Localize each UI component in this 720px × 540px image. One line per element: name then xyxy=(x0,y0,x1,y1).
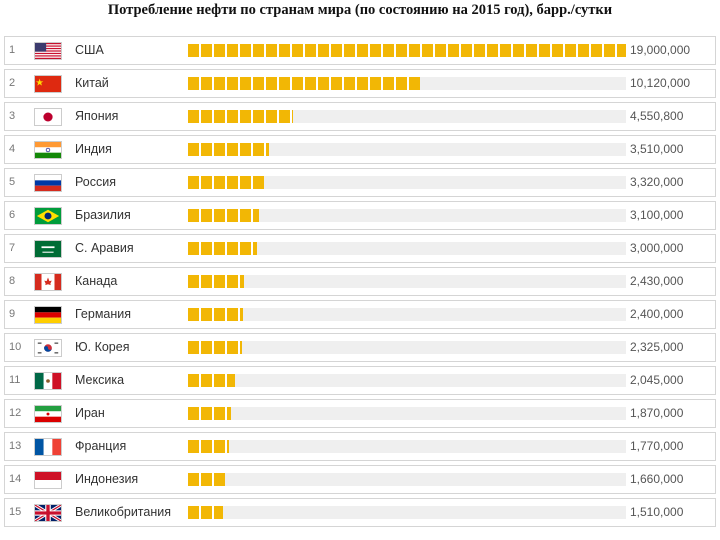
rank-number: 12 xyxy=(9,407,22,419)
bar-track xyxy=(188,341,626,354)
value-label: 2,400,000 xyxy=(630,307,684,321)
value-label: 3,100,000 xyxy=(630,208,684,222)
indonesia-flag xyxy=(34,471,62,489)
country-name: Индонезия xyxy=(75,472,139,486)
bar-track xyxy=(188,308,626,321)
bar xyxy=(188,77,420,90)
ranking-list xyxy=(4,36,716,531)
country-name: Япония xyxy=(75,109,119,123)
iran-flag xyxy=(34,405,62,423)
country-name: Ю. Корея xyxy=(75,340,130,354)
south-korea-flag xyxy=(34,339,62,357)
bar-track xyxy=(188,209,626,222)
rank-number: 2 xyxy=(9,77,16,89)
value-label: 19,000,000 xyxy=(630,43,691,57)
value-label: 3,320,000 xyxy=(630,175,684,189)
country-name: Франция xyxy=(75,439,127,453)
country-name: Германия xyxy=(75,307,132,321)
value-label: 10,120,000 xyxy=(630,76,691,90)
bar xyxy=(188,506,223,519)
table-row xyxy=(4,69,716,98)
rank-number: 4 xyxy=(9,143,16,155)
bar xyxy=(188,308,243,321)
country-name: Китай xyxy=(75,76,109,90)
table-row xyxy=(4,465,716,494)
bar xyxy=(188,473,225,486)
rank-number: 5 xyxy=(9,176,16,188)
bar-track xyxy=(188,407,626,420)
value-label: 4,550,800 xyxy=(630,109,684,123)
bar-track xyxy=(188,143,626,156)
table-row xyxy=(4,201,716,230)
rank-number: 13 xyxy=(9,440,22,452)
bar-track xyxy=(188,110,626,123)
bar-track xyxy=(188,374,626,387)
china-flag xyxy=(34,75,62,93)
rank-number: 8 xyxy=(9,275,16,287)
table-row xyxy=(4,135,716,164)
rank-number: 10 xyxy=(9,341,22,353)
russia-flag xyxy=(34,174,62,192)
table-row xyxy=(4,102,716,131)
bar-track xyxy=(188,473,626,486)
bar xyxy=(188,440,229,453)
bar-track xyxy=(188,77,626,90)
bar xyxy=(188,275,244,288)
bar-track xyxy=(188,440,626,453)
rank-number: 7 xyxy=(9,242,16,254)
table-row xyxy=(4,399,716,428)
table-row xyxy=(4,168,716,197)
bar xyxy=(188,407,231,420)
value-label: 1,870,000 xyxy=(630,406,684,420)
france-flag xyxy=(34,438,62,456)
bar xyxy=(188,374,235,387)
value-label: 2,045,000 xyxy=(630,373,684,387)
value-label: 1,770,000 xyxy=(630,439,684,453)
bar-track xyxy=(188,242,626,255)
rank-number: 6 xyxy=(9,209,16,221)
bar-track xyxy=(188,44,626,57)
table-row xyxy=(4,36,716,65)
canada-flag xyxy=(34,273,62,291)
table-row xyxy=(4,366,716,395)
value-label: 2,430,000 xyxy=(630,274,684,288)
country-name: Канада xyxy=(75,274,118,288)
bar xyxy=(188,176,264,189)
rank-number: 9 xyxy=(9,308,16,320)
rank-number: 11 xyxy=(9,374,21,386)
country-name: Россия xyxy=(75,175,116,189)
table-row xyxy=(4,234,716,263)
table-row xyxy=(4,432,716,461)
table-row xyxy=(4,267,716,296)
brazil-flag xyxy=(34,207,62,225)
value-label: 3,510,000 xyxy=(630,142,684,156)
bar xyxy=(188,242,257,255)
table-row xyxy=(4,333,716,362)
usa-flag xyxy=(34,42,62,60)
bar-track xyxy=(188,506,626,519)
country-name: Бразилия xyxy=(75,208,131,222)
saudi-arabia-flag xyxy=(34,240,62,258)
value-label: 1,510,000 xyxy=(630,505,684,519)
uk-flag xyxy=(34,504,62,522)
value-label: 1,660,000 xyxy=(630,472,684,486)
country-name: Иран xyxy=(75,406,105,420)
country-name: Великобритания xyxy=(75,505,171,519)
bar-track xyxy=(188,275,626,288)
rank-number: 1 xyxy=(9,44,16,56)
country-name: Индия xyxy=(75,142,112,156)
bar xyxy=(188,110,293,123)
bar xyxy=(188,143,269,156)
table-row xyxy=(4,300,716,329)
table-row xyxy=(4,498,716,527)
country-name: Мексика xyxy=(75,373,125,387)
rank-number: 14 xyxy=(9,473,22,485)
value-label: 2,325,000 xyxy=(630,340,684,354)
bar xyxy=(188,341,242,354)
india-flag xyxy=(34,141,62,159)
bar xyxy=(188,209,259,222)
mexico-flag xyxy=(34,372,62,390)
germany-flag xyxy=(34,306,62,324)
rank-number: 15 xyxy=(9,506,22,518)
rank-number: 3 xyxy=(9,110,16,122)
bar xyxy=(188,44,626,57)
chart-title: Потребление нефти по странам мира (по состоянию на 2015 год), барр./сутки xyxy=(107,2,613,18)
bar-track xyxy=(188,176,626,189)
country-name: С. Аравия xyxy=(75,241,134,255)
japan-flag xyxy=(34,108,62,126)
country-name: США xyxy=(75,43,104,57)
value-label: 3,000,000 xyxy=(630,241,684,255)
